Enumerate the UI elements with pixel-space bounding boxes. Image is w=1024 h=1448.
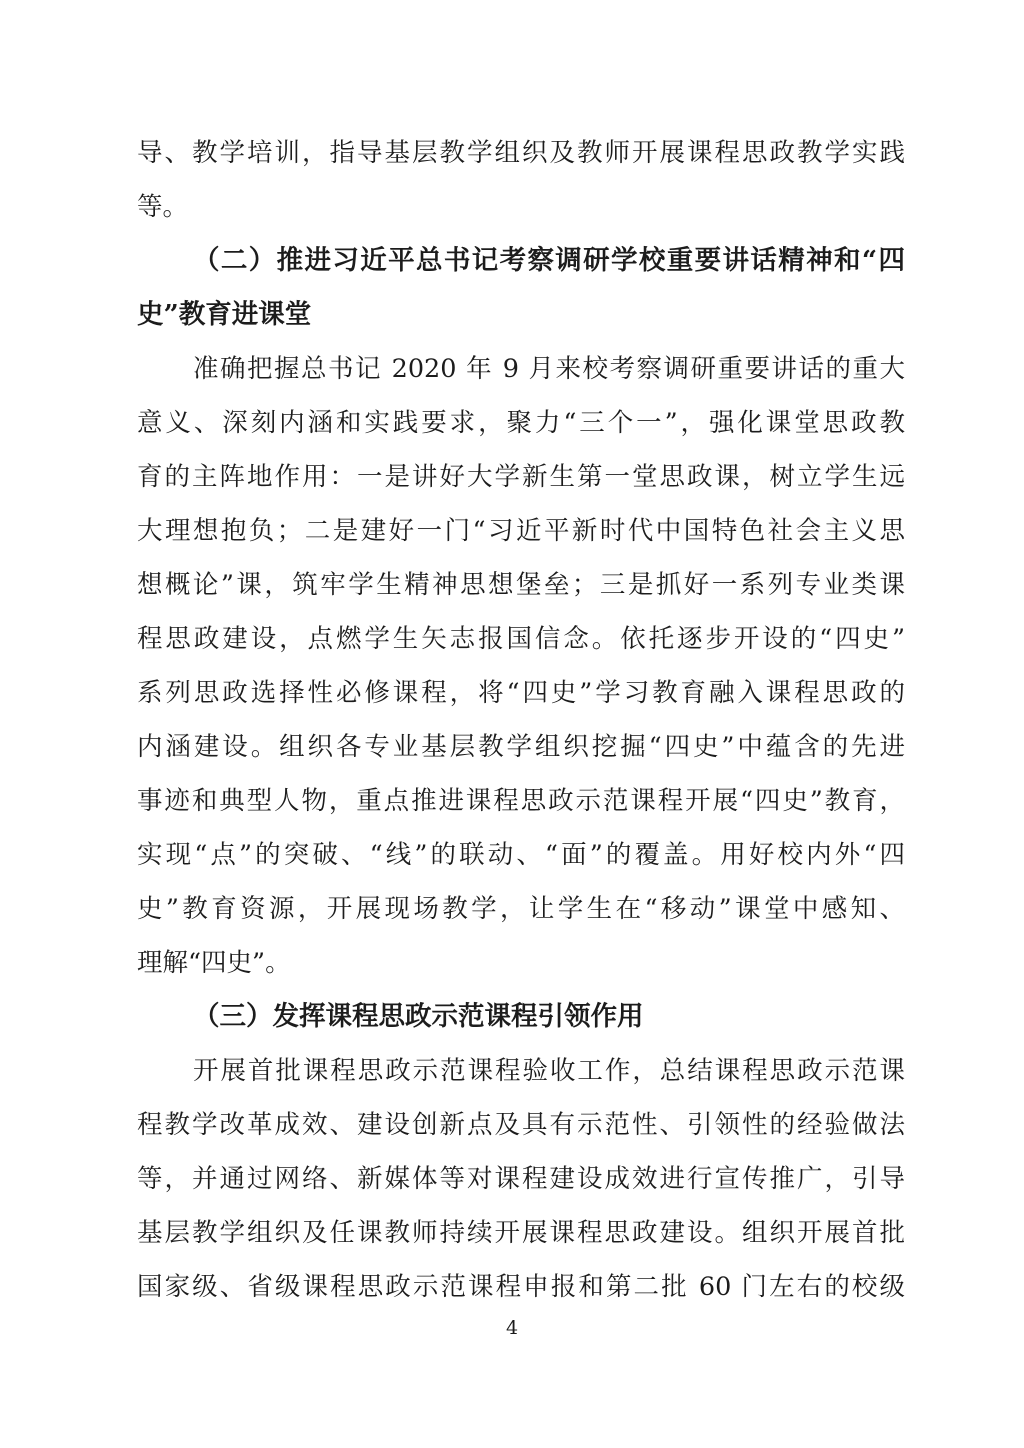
text-line: 育的主阵地作用：一是讲好大学新生第一堂思政课，树立学生远 [137,462,905,492]
section-heading-2: （二）推进习近平总书记考察调研学校重要讲话精神和“四 [193,245,905,276]
text-line: 程思政建设，点燃学生矢志报国信念。依托逐步开设的“四史” [137,624,905,654]
section-heading-3: （三）发挥课程思政示范课程引领作用 [193,1001,644,1032]
text-line: 想概论”课，筑牢学生精神思想堡垒；三是抓好一系列专业类课 [137,570,905,600]
text-line: 内涵建设。组织各专业基层教学组织挖掘“四史”中蕴含的先进 [137,732,905,762]
text-line: 理解“四史”。 [137,948,291,978]
text-line: 意义、深刻内涵和实践要求，聚力“三个一”，强化课堂思政教 [137,408,905,438]
text-line: 实现“点”的突破、“线”的联动、“面”的覆盖。用好校内外“四 [137,840,905,870]
text-line: 事迹和典型人物，重点推进课程思政示范课程开展“四史”教育， [137,786,905,816]
text-line: 开展首批课程思政示范课程验收工作，总结课程思政示范课 [193,1056,905,1086]
text-line: 基层教学组织及任课教师持续开展课程思政建设。组织开展首批 [137,1218,905,1248]
text-line: 国家级、省级课程思政示范课程申报和第二批 60 门左右的校级 [137,1272,905,1302]
section-heading-2-cont: 史”教育进课堂 [137,299,312,330]
text-line: 等，并通过网络、新媒体等对课程建设成效进行宣传推广，引导 [137,1164,905,1194]
document-body [137,126,905,1314]
text-line: 导、教学培训，指导基层教学组织及教师开展课程思政教学实践 [137,138,905,168]
page-number: 4 [505,1317,519,1339]
text-line: 大理想抱负；二是建好一门“习近平新时代中国特色社会主义思 [137,516,905,546]
text-line: 史”教育资源，开展现场教学，让学生在“移动”课堂中感知、 [137,894,905,924]
text-line: 系列思政选择性必修课程，将“四史”学习教育融入课程思政的 [137,678,905,708]
text-line: 等。 [137,192,189,222]
text-line: 程教学改革成效、建设创新点及具有示范性、引领性的经验做法 [137,1110,905,1140]
text-line: 准确把握总书记 2020 年 9 月来校考察调研重要讲话的重大 [193,354,905,384]
